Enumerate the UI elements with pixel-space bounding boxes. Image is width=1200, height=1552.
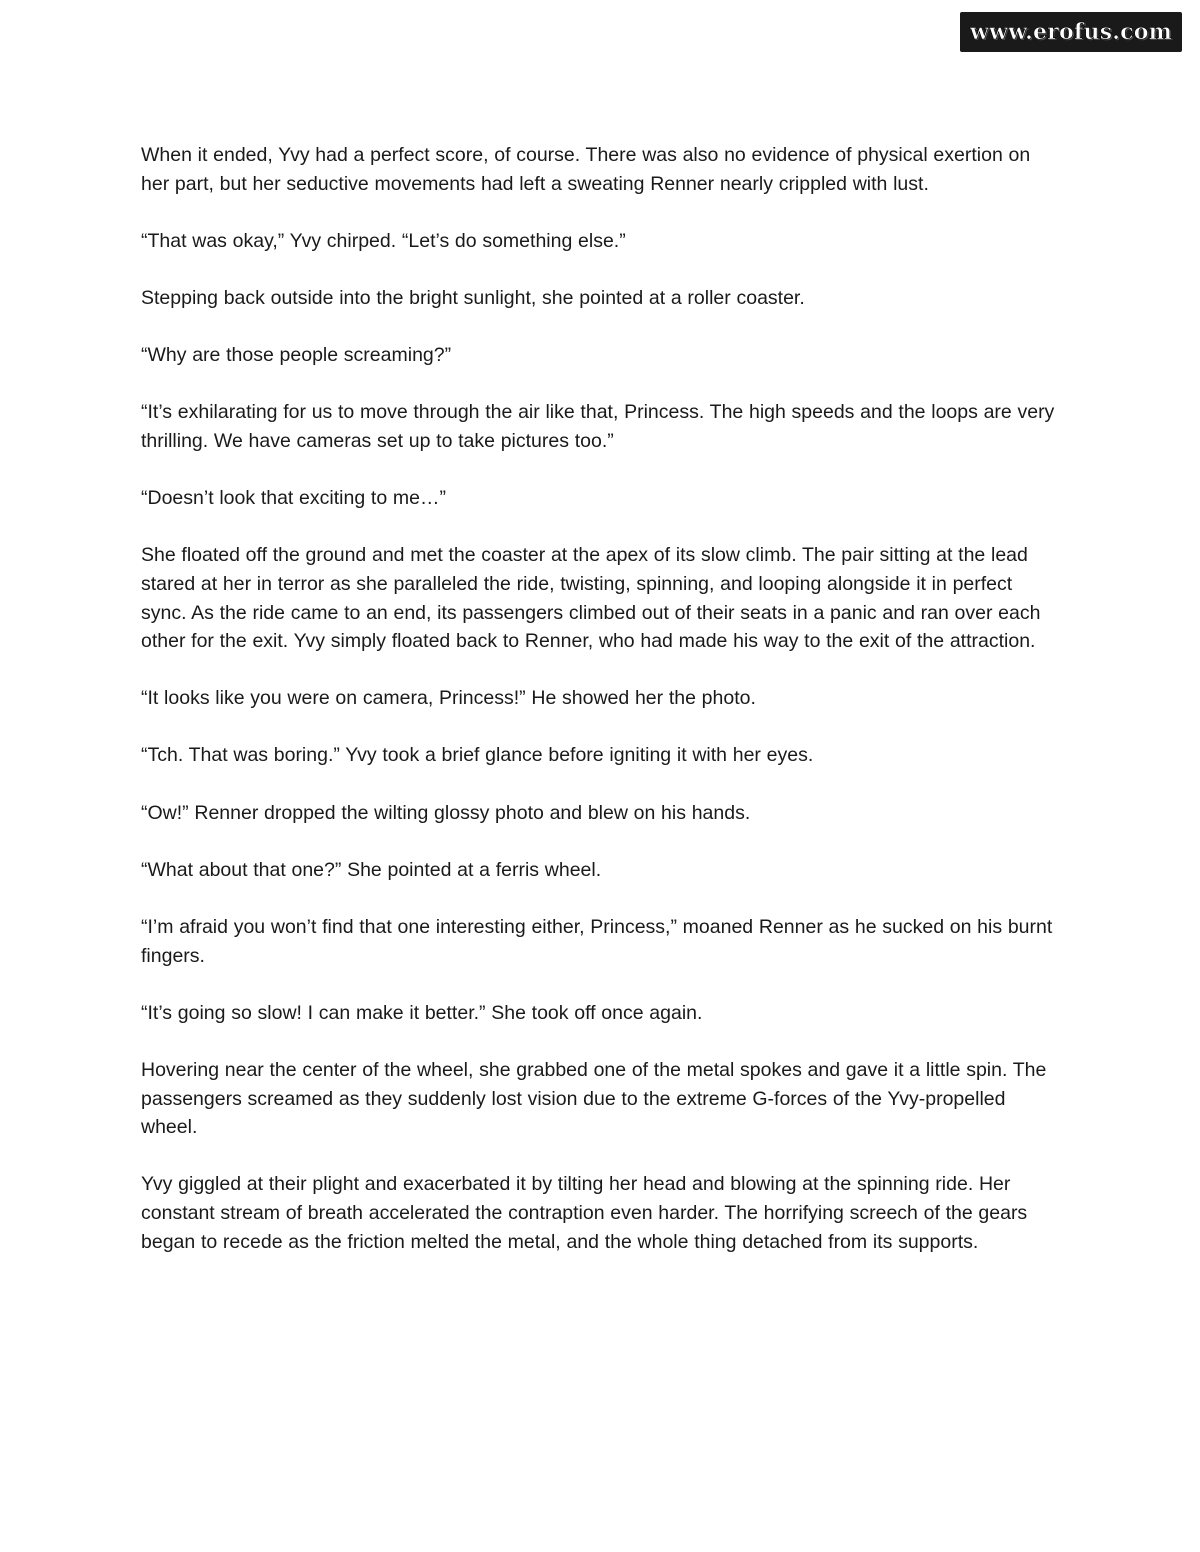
paragraph-boring: “Tch. That was boring.” Yvy took a brief glance before igniting it with her eyes. — [141, 744, 814, 767]
paragraph-hovering: Hovering near the center of the wheel, she grabbed one of the metal spokes and gave it a little spin. The passengers screamed as they suddenly lost vision due to the extreme G-forces of the Yvy-propelled wheel. — [141, 1059, 1047, 1139]
paragraph-not-exciting: “Doesn’t look that exciting to me…” — [141, 487, 446, 510]
paragraph-exhilarating: “It’s exhilarating for us to move through the air like that, Princess. The high speeds and the loops are very thrilling. We have cameras set up to take pictures too.” — [141, 401, 1055, 452]
paragraph-that-was-okay: “That was okay,” Yvy chirped. “Let’s do something else.” — [141, 229, 626, 252]
paragraph-giggled: Yvy giggled at their plight and exacerbated it by tilting her head and blowing at the spinning ride. Her constant stream of breath accelerated the contraption even harder. The horrifying screech of the gears began to recede as the friction melted the metal, and the whole thing detached from its supports. — [141, 1173, 1028, 1253]
paragraph-score: When it ended, Yvy had a perfect score, of course. There was also no evidence of physical exertion on her part, but her seductive movements had left a sweating Renner nearly crippled with lust. — [141, 144, 1031, 195]
watermark-text: www.erofus.com — [969, 19, 1173, 45]
paragraph-ferris-wheel: “What about that one?” She pointed at a ferris wheel. — [141, 858, 602, 881]
paragraph-afraid: “I’m afraid you won’t find that one interesting either, Princess,” moaned Renner as he sucked on his burnt fingers. — [141, 916, 1053, 967]
paragraph-so-slow: “It’s going so slow! I can make it better.” She took off once again. — [141, 1001, 703, 1024]
paragraph-coaster-ride: She floated off the ground and met the coaster at the apex of its slow climb. The pair sitting at the lead stared at her in terror as she paralleled the ride, twisting, spinning, and looping alongside it in perfect sync. As the ride came to an end, its passengers climbed out of their seats in a panic and ran over each other for the exit. Yvy simply floated back to Renner, who had made his way to the exit of the attraction. — [141, 544, 1041, 653]
paragraph-why-screaming: “Why are those people screaming?” — [141, 344, 452, 367]
paragraph-ow: “Ow!” Renner dropped the wilting glossy photo and blew on his hands. — [141, 801, 751, 824]
document-body — [141, 141, 1061, 1285]
paragraph-on-camera: “It looks like you were on camera, Princess!” He showed her the photo. — [141, 687, 756, 710]
paragraph-roller-coaster: Stepping back outside into the bright sunlight, she pointed at a roller coaster. — [141, 286, 805, 309]
watermark-banner — [960, 12, 1182, 52]
